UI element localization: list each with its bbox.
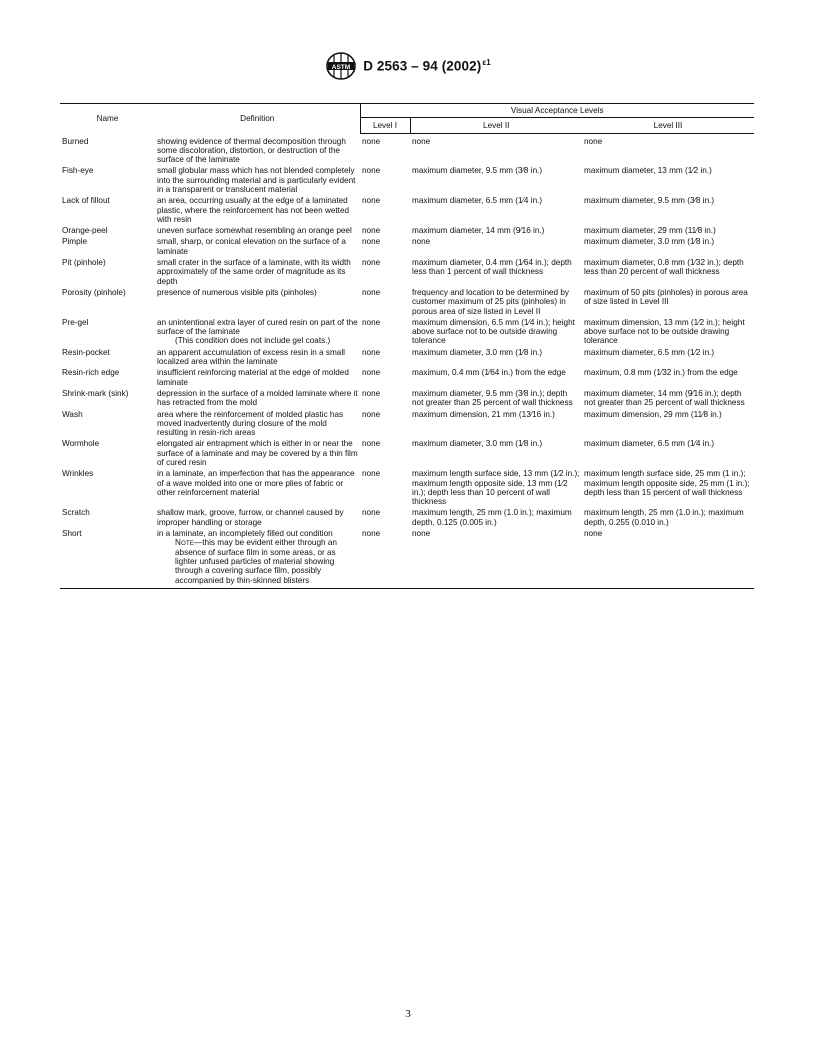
definition-text: in a laminate, an imperfection that has the appearance of a wave molded into one or more plies of fabric or other reinforcement material — [157, 469, 355, 497]
cell-level-1: none — [362, 137, 381, 146]
designation-superscript: ε1 — [482, 58, 491, 68]
cell-level-3: maximum diameter, 3.0 mm (1⁄8 in.) — [584, 237, 715, 247]
cell-definition — [155, 529, 360, 588]
cell-level-3: maximum diameter, 6.5 mm (1⁄2 in.) — [584, 347, 715, 357]
cell-name: Lack of fillout — [62, 196, 110, 206]
cell-definition — [155, 348, 360, 369]
cell-name: Orange-peel — [62, 226, 108, 236]
cell-level-1: none — [362, 287, 381, 297]
definition-text: depression in the surface of a molded laminate where it has retracted from the mold — [157, 388, 358, 408]
cell-level-1: none — [362, 196, 381, 206]
definition-extra: (This condition does not include gel coats.) — [175, 336, 331, 346]
designation-text: D 2563 – 94 (2002) — [363, 58, 482, 74]
cell-level-2: maximum diameter, 3.0 mm (1⁄8 in.) — [412, 439, 543, 449]
cell-level-1: none — [362, 166, 381, 176]
col-header-level-3: Level III — [582, 118, 754, 134]
cell-level-3: none — [584, 137, 603, 146]
cell-level-1: none — [362, 388, 381, 398]
definition-text: small, sharp, or conical elevation on the surface of a laminate — [157, 237, 346, 256]
cell-name: Scratch — [62, 508, 90, 518]
cell-level-1: none — [362, 469, 381, 479]
table-row — [60, 288, 754, 318]
cell-level-2: maximum dimension, 21 mm (13⁄16 in.) — [412, 409, 555, 419]
svg-text:ASTM: ASTM — [331, 63, 351, 71]
cell-name: Pimple — [62, 237, 88, 247]
cell-level-2: maximum diameter, 0.4 mm (1⁄64 in.); depth less than 1 percent of wall thickness — [412, 258, 572, 277]
cell-definition — [155, 226, 360, 237]
definition-text: in a laminate, an incompletely filled out condition — [157, 529, 333, 539]
cell-level-2: maximum diameter, 6.5 mm (1⁄4 in.) — [412, 196, 543, 206]
cell-level-1: none — [362, 439, 381, 449]
cell-level-3: maximum of 50 pits (pinholes) in porous area of size listed in Level III — [584, 287, 748, 307]
page-header — [0, 51, 816, 81]
cell-level-3: maximum diameter, 0.8 mm (1⁄32 in.); depth less than 20 percent of wall thickness — [584, 258, 744, 277]
cell-level-2: maximum length surface side, 13 mm (1⁄2 in.); maximum length opposite side, 13 mm (1⁄2 in.); depth less than 10 percent of wall thickness — [412, 469, 580, 507]
cell-level-2: maximum length, 25 mm (1.0 in.); maximum depth, 0.125 (0.005 in.) — [412, 508, 572, 527]
definition-text: an area, occurring usually at the edge of a laminated plastic, where the reinforcement has not been wetted with resin — [157, 196, 350, 224]
definition-text: shallow mark, groove, furrow, or channel caused by improper handling or storage — [157, 508, 344, 527]
cell-name: Pit (pinhole) — [62, 258, 106, 268]
cell-definition — [155, 258, 360, 288]
cell-level-1: none — [362, 409, 381, 419]
cell-name: Fish-eye — [62, 166, 94, 176]
definition-text: small globular mass which has not blended completely into the surrounding material and is particularly evident in a transparent or translucent material — [157, 166, 356, 194]
definition-text: an unintentional extra layer of cured resin on part of the surface of the laminate — [157, 317, 358, 337]
cell-name: Resin-rich edge — [62, 368, 120, 378]
col-header-visual-acceptance-levels: Visual Acceptance Levels — [360, 104, 754, 118]
cell-definition — [155, 389, 360, 410]
cell-level-3: maximum diameter, 29 mm (11⁄8 in.) — [584, 226, 716, 236]
cell-level-3: maximum diameter, 13 mm (1⁄2 in.) — [584, 166, 712, 176]
cell-level-1: none — [362, 258, 381, 268]
cell-definition — [155, 410, 360, 440]
document-designation — [363, 58, 491, 74]
cell-level-1: none — [362, 226, 381, 236]
table-row — [60, 134, 754, 167]
definition-text: an apparent accumulation of excess resin in a small localized area within the laminate — [157, 347, 345, 367]
definition-text: insufficient reinforcing material at the edge of molded laminate — [157, 368, 349, 387]
cell-name: Burned — [62, 136, 89, 146]
table-row — [60, 348, 754, 369]
cell-name: Resin-pocket — [62, 347, 110, 357]
col-header-definition: Definition — [155, 104, 360, 134]
note-text: —this may be evident either through an absence of surface film in some areas, or as lighter unfused particles of material showing through a covering surface film, possibly accompanied by thin-skinned blisters — [175, 538, 337, 585]
definition-text: showing evidence of thermal decomposition through some discoloration, distortion, or destruction of the surface of the laminate — [157, 136, 346, 165]
cell-level-2: none — [410, 529, 582, 588]
cell-level-1: none — [362, 508, 381, 518]
cell-definition — [155, 439, 360, 469]
cell-level-2: maximum dimension, 6.5 mm (1⁄4 in.); height above surface not to be outside drawing tolerance — [412, 317, 575, 346]
astm-logo-icon — [325, 52, 357, 80]
cell-level-3: maximum diameter, 6.5 mm (1⁄4 in.) — [584, 439, 715, 449]
col-header-level-2: Level II — [410, 118, 582, 134]
cell-level-3: maximum, 0.8 mm (1⁄32 in.) from the edge — [584, 368, 738, 378]
cell-level-2: maximum diameter, 9.5 mm (3⁄8 in.); depth not greater than 25 percent of wall thickness — [412, 388, 573, 408]
definition-text: uneven surface somewhat resembling an orange peel — [157, 226, 352, 236]
cell-name: Short — [60, 529, 155, 588]
visual-acceptance-table — [60, 103, 754, 589]
table-row — [60, 410, 754, 440]
table-row — [60, 529, 754, 588]
cell-level-3: maximum length surface side, 25 mm (1 in.); maximum length opposite side, 25 mm (1 in.); depth less than 15 percent of wall thickness — [584, 469, 750, 497]
col-header-name: Name — [60, 104, 155, 134]
definition-text: presence of numerous visible pits (pinholes) — [157, 287, 317, 297]
cell-level-2: maximum diameter, 9.5 mm (3⁄8 in.) — [412, 166, 543, 176]
cell-level-3: maximum length, 25 mm (1.0 in.); maximum depth, 0.255 (0.010 in.) — [584, 508, 744, 527]
table-row — [60, 196, 754, 226]
cell-definition — [155, 368, 360, 389]
table-row — [60, 389, 754, 410]
cell-level-2: none — [412, 137, 431, 146]
cell-level-3: none — [582, 529, 754, 588]
definition-text: elongated air entrapment which is either in or near the surface of a laminate and may be covered by a thin film of cured resin — [157, 439, 358, 467]
cell-level-1: none — [360, 529, 410, 588]
table-row — [60, 469, 754, 508]
cell-name: Shrink-mark (sink) — [62, 388, 129, 398]
page-number: 3 — [405, 1008, 411, 1020]
cell-level-3: maximum dimension, 29 mm (11⁄8 in.) — [584, 409, 722, 419]
definition-text: area where the reinforcement of molded plastic has moved inadvertently during closure of the mold resulting in resin-rich areas — [157, 409, 344, 438]
table-row — [60, 439, 754, 469]
cell-level-2: maximum diameter, 3.0 mm (1⁄8 in.) — [412, 347, 543, 357]
cell-definition — [155, 196, 360, 226]
col-header-level-1: Level I — [360, 118, 410, 134]
table-row — [60, 508, 754, 529]
definition-note — [157, 538, 358, 584]
table-row — [60, 166, 754, 196]
cell-name: Wrinkles — [62, 469, 94, 479]
cell-definition — [155, 508, 360, 529]
cell-level-2: frequency and location to be determined by customer maximum of 25 pits (pinholes) in porous area of size listed in Level II — [412, 287, 570, 316]
table-row — [60, 258, 754, 288]
cell-name: Wormhole — [62, 439, 100, 449]
table-row — [60, 237, 754, 258]
cell-name: Wash — [62, 409, 83, 419]
cell-level-3: maximum dimension, 13 mm (1⁄2 in.); height above surface not to be outside drawing tolerance — [584, 317, 745, 346]
cell-name: Pre-gel — [62, 317, 89, 327]
table-row — [60, 226, 754, 237]
table-row — [60, 368, 754, 389]
cell-definition — [155, 318, 360, 348]
cell-level-3: maximum diameter, 9.5 mm (3⁄8 in.) — [584, 196, 715, 206]
cell-definition — [155, 166, 360, 196]
cell-level-2: maximum diameter, 14 mm (9⁄16 in.) — [412, 226, 545, 236]
table-row — [60, 318, 754, 348]
cell-level-1: none — [362, 347, 381, 357]
cell-level-1: none — [362, 317, 381, 327]
note-label: Note — [175, 538, 195, 548]
cell-name: Porosity (pinhole) — [62, 287, 126, 297]
cell-definition — [155, 288, 360, 318]
cell-definition — [155, 469, 360, 508]
cell-level-2: none — [412, 237, 431, 247]
cell-definition — [155, 237, 360, 258]
definition-text: small crater in the surface of a laminate, with its width approximately of the same order of magnitude as its depth — [157, 258, 351, 286]
cell-level-2: maximum, 0.4 mm (1⁄64 in.) from the edge — [412, 368, 566, 378]
cell-level-1: none — [362, 368, 381, 378]
cell-definition — [155, 134, 360, 167]
cell-level-3: maximum diameter, 14 mm (9⁄16 in.); depth not greater than 25 percent of wall thickness — [584, 388, 745, 408]
cell-level-1: none — [362, 237, 381, 247]
